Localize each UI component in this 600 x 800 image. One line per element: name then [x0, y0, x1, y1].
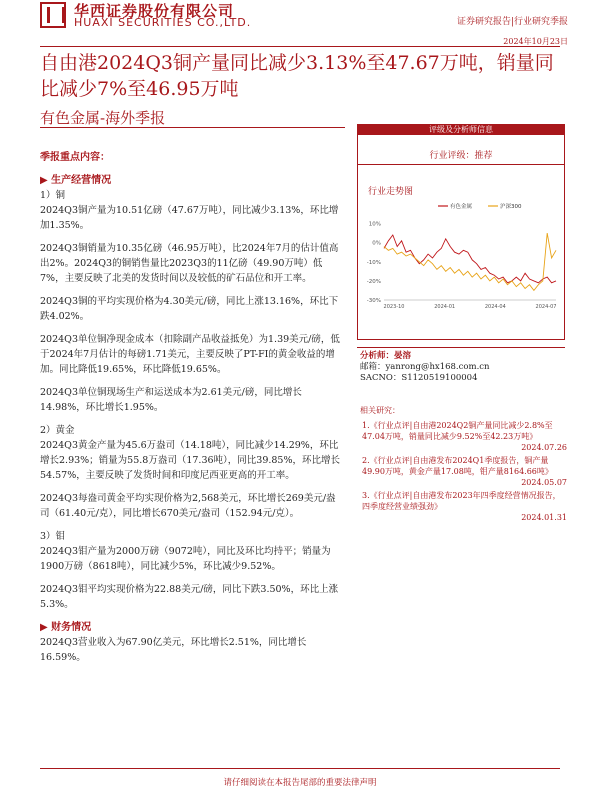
x-tick-label: 2023-10: [383, 304, 405, 310]
molybdenum-heading: 3）钼: [40, 531, 66, 542]
paragraph: 2024Q3铜产量为10.51亿磅（47.67万吨），同比减少3.13%，环比增加1.35%。: [40, 205, 339, 231]
related-item-date: 2024.07.26: [521, 443, 567, 452]
company-name-en: HUAXI SECURITIES CO.,LTD.: [74, 16, 252, 29]
paragraph: 2024Q3营业收入为67.90亿美元，环比增长2.51%，同比增长16.59%。: [40, 637, 307, 663]
series-line: [384, 235, 556, 283]
report-title: 自由港2024Q3铜产量同比减少3.13%至47.67万吨，销量同比减少7%至46.95万吨: [40, 52, 554, 100]
header-divider: [40, 46, 560, 47]
paragraph: 2024Q3钼产量为2000万磅（9072吨），同比及环比均持平；销量为1900万磅（8618吨），同比减少5%，环比减少9.52%。: [40, 546, 331, 572]
legal-notice: 请仔细阅读在本报告尾部的重要法律声明: [223, 778, 377, 788]
y-tick-label: -30%: [366, 298, 381, 304]
analyst-email[interactable]: 邮箱：yanrong@hx168.com.cn: [360, 362, 490, 372]
paragraph: 2024Q3每盎司黄金平均实现价格为2,568美元，环比增长269美元/盎司（61.40元/克），同比增长670美元/盎司（152.94元/克）。: [40, 493, 336, 519]
company-logo-icon: [40, 2, 66, 28]
copper-heading: 1）铜: [40, 190, 66, 201]
x-tick-label: 2024-01: [434, 304, 456, 310]
paragraph: 2024Q3单位铜净现金成本（扣除副产品收益抵免）为1.39美元/磅，低于2024年7月估计的每磅1.71美元，主要反映了PT-FI的黄金收益的增加。同比降低19.65%，环比降低19.65%。: [40, 334, 340, 375]
paragraph: 2024Q3单位铜现场生产和运送成本为2.61美元/磅，同比增长14.98%，环比增长1.95%。: [40, 387, 302, 413]
key-points-heading: 季报重点内容：: [40, 152, 110, 163]
company-name-cn: 华西证券股份有限公司: [74, 2, 235, 20]
analyst-name: 分析师：晏溶: [360, 351, 412, 361]
paragraph: 2024Q3黄金产量为45.6万盎司（14.18吨），同比减少14.29%，环比增长2.93%；销量为55.8万盎司（17.36吨），同比39.85%，环比增长54.57%，主要反映了发货时间和印度尼西亚更高的开工率。: [40, 440, 341, 481]
legend-label: 有色金属: [450, 204, 473, 210]
related-research-title: 相关研究：: [360, 406, 400, 415]
legend-label: 沪深300: [500, 204, 522, 210]
analyst-sacno: SACNO：S1120519100004: [360, 373, 478, 383]
x-tick-label: 2024-04: [484, 304, 506, 310]
section-heading-operations: ▶ 生产经营情况: [40, 175, 112, 186]
y-tick-label: 10%: [368, 221, 381, 228]
industry-rating: 行业评级：推荐: [429, 151, 493, 161]
related-item[interactable]: [362, 490, 567, 523]
paragraph: 2024Q3钼平均实现价格为22.88美元/磅，同比下跌3.50%，环比上涨5.3%。: [40, 584, 339, 610]
analyst-info: [360, 351, 490, 384]
related-item-text[interactable]: 2.《行业点评|自由港发布2024Q1季度报告，铜产量49.90万吨，黄金产量17.08吨，钼产量8164.66吨》: [362, 456, 553, 476]
related-item-date: 2024.05.07: [521, 478, 567, 487]
related-item-date: 2024.01.31: [521, 513, 567, 522]
report-date: 2024年10月23日: [503, 37, 568, 46]
x-tick-label: 2024-07: [535, 304, 557, 310]
related-item[interactable]: [362, 455, 567, 488]
y-tick-label: -20%: [366, 278, 381, 285]
related-item-text[interactable]: 3.《行业点评|自由港发布2023年四季度经营情况报告，四季度经营业绩强劲》: [362, 491, 561, 511]
paragraph: 2024Q3铜销量为10.35亿磅（46.95万吨），比2024年7月的估计值高出2%。2024Q3的铜销售量比2023Q3的11亿磅（49.90万吨）低7%，主要反映了北美的发货时间以及较低的矿石品位和开工率。: [40, 243, 339, 284]
paragraph: 2024Q3铜的平均实现价格为4.30美元/磅，同比上涨13.16%，环比下跌4.02%。: [40, 296, 339, 322]
analyst-divider: [357, 347, 565, 348]
subtitle-divider: [40, 127, 345, 128]
footer-divider: [40, 768, 560, 769]
trend-chart-title: 行业走势图: [368, 187, 414, 197]
related-research-list: [362, 420, 567, 525]
rating-box-title: 评级及分析师信息: [357, 124, 565, 135]
related-item[interactable]: [362, 420, 567, 453]
industry-trend-chart: [360, 196, 560, 318]
report-subtitle: 有色金属-海外季报: [40, 109, 166, 127]
y-tick-label: 0%: [372, 240, 381, 247]
series-line: [384, 233, 556, 290]
related-item-text[interactable]: 1.《行业点评|自由港2024Q2铜产量同比减少2.8%至47.04万吨，销量同比减少9.52%至42.23万吨》: [362, 421, 553, 441]
section-heading-financials: ▶ 财务情况: [40, 622, 92, 633]
rating-divider: [357, 164, 565, 165]
y-tick-label: -10%: [366, 259, 381, 266]
gold-heading: 2）黄金: [40, 425, 75, 436]
main-content: [40, 150, 340, 673]
report-type-label: 证券研究报告|行业研究季报: [456, 17, 568, 27]
